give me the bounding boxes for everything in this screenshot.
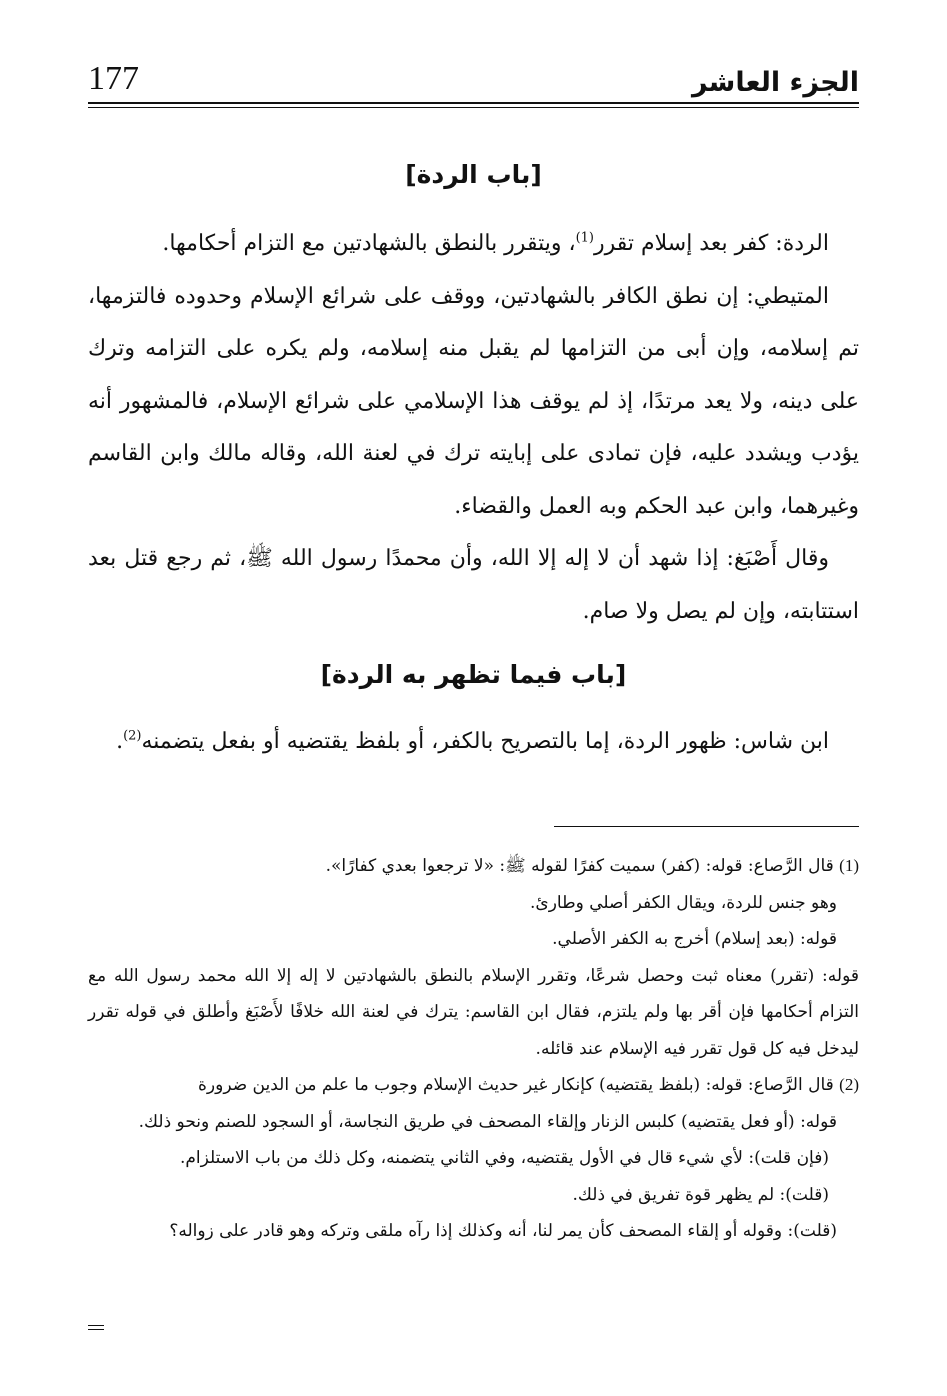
- footnote-separator: [554, 826, 859, 827]
- page-number: 177: [88, 60, 139, 97]
- footnote-2-line-2: قوله: (أو فعل يقتضيه) كلبس الزنار وإلقاء المصحف في طريق النجاسة، أو السجود للصنم ونحو ذلك.: [138, 1111, 837, 1132]
- ibn-shas-text-end: .: [116, 729, 124, 754]
- part-title: الجزء العاشر: [692, 67, 859, 98]
- section-apostasy-body: [88, 218, 859, 638]
- footnote-2-line-5: (قلت): وقوله أو إلقاء المصحف كأن يمر لنا، أنه وكذلك إذا رآه ملقى وتركه وهو قادر على زواله؟: [169, 1221, 837, 1241]
- footnotes: [88, 848, 859, 1250]
- footnote-2-line-3: (فإن قلت): لأي شيء قال في الأول يقتضيه، وفي الثاني يتضمنه، وكل ذلك من باب الاستلزام.: [179, 1148, 829, 1168]
- footnote-1-line-2: وهو جنس للردة، ويقال الكفر أصلي وطارئ.: [530, 892, 837, 913]
- section-manifestation-body: [88, 716, 859, 769]
- footnote-1-number: (1): [839, 856, 859, 875]
- paragraph-definition: [88, 218, 859, 271]
- footnote-2-number: (2): [839, 1075, 859, 1094]
- section-title-apostasy: [باب الردة]: [405, 160, 542, 189]
- continuation-mark: [88, 1325, 104, 1330]
- definition-text-cont: ، ويتقرر بالنطق بالشهادتين مع التزام أحكامها.: [162, 231, 576, 256]
- footnote-2-line-4: (قلت): لم يظهر قوة تفريق في ذلك.: [572, 1184, 829, 1205]
- footnote-2-line-1: [88, 1067, 859, 1104]
- paragraph-asbagh: وقال أَصْبَغ: إذا شهد أن لا إله إلا الله، وأن محمدًا رسول الله ﷺ، ثم رجع قتل بعد استتابته، وإن لم يصل ولا صام.: [88, 546, 859, 624]
- paragraph-mutaiti: المتيطي: إن نطق الكافر بالشهادتين، ووقف على شرائع الإسلام وحدوده فالتزمها، تم إسلامه، وإن أبى من التزامها لم يقبل منه إسلامه، ولم يكره على التزامه وترك على دينه، ولا يعد مرتدًا، إذ لم يوقف هذا الإسلامي على شرائع الإسلام، فالمشهور أنه يؤدب ويشدد عليه، فإن تمادى على إبايته ترك في لعنة الله، وقاله مالك وابن القاسم وغيرهما، وابن عبد الحكم وبه العمل والقضاء.: [88, 283, 859, 519]
- footnote-1-line-1: [88, 848, 859, 885]
- header-rule: [88, 102, 859, 108]
- footnote-ref-2: (2): [123, 728, 142, 744]
- footnote-1-text: قال الرَّصاع: قوله: (كفر) سميت كفرًا لقوله ﷺ: «لا ترجعوا بعدي كفارًا».: [325, 856, 834, 876]
- definition-text: الردة: كفر بعد إسلام تقرر: [594, 231, 829, 256]
- paragraph-ibn-shas: [88, 716, 859, 769]
- ibn-shas-text: ابن شاس: ظهور الردة، إما بالتصريح بالكفر، أو بلفظ يقتضيه أو بفعل يتضمنه: [141, 729, 829, 754]
- footnote-1-line-3: قوله: (بعد إسلام) أخرج به الكفر الأصلي.: [552, 929, 837, 949]
- footnote-2-text: قال الرَّصاع: قوله: (بلفظ يقتضيه) كإنكار غير حديث الإسلام وجوب ما علم من الدين ضرورة: [198, 1075, 834, 1095]
- footnote-1-line-4: قوله: (تقرر) معناه ثبت وحصل شرعًا، وتقرر الإسلام بالنطق بالشهادتين لا إله إلا الله محمد رسول الله مع التزام أحكامها فإن أقر بها ولم يلتزم، فقال ابن القاسم: يترك في لعنة الله خلافًا لأَصْبَغ وأطلق في قوله تقرر ليدخل فيه كل قول تقرر فيه الإسلام عند قائله.: [88, 965, 859, 1059]
- footnote-ref-1: (1): [575, 230, 594, 246]
- running-head: [88, 52, 859, 98]
- section-title-manifestation: [باب فيما تظهر به الردة]: [320, 660, 627, 689]
